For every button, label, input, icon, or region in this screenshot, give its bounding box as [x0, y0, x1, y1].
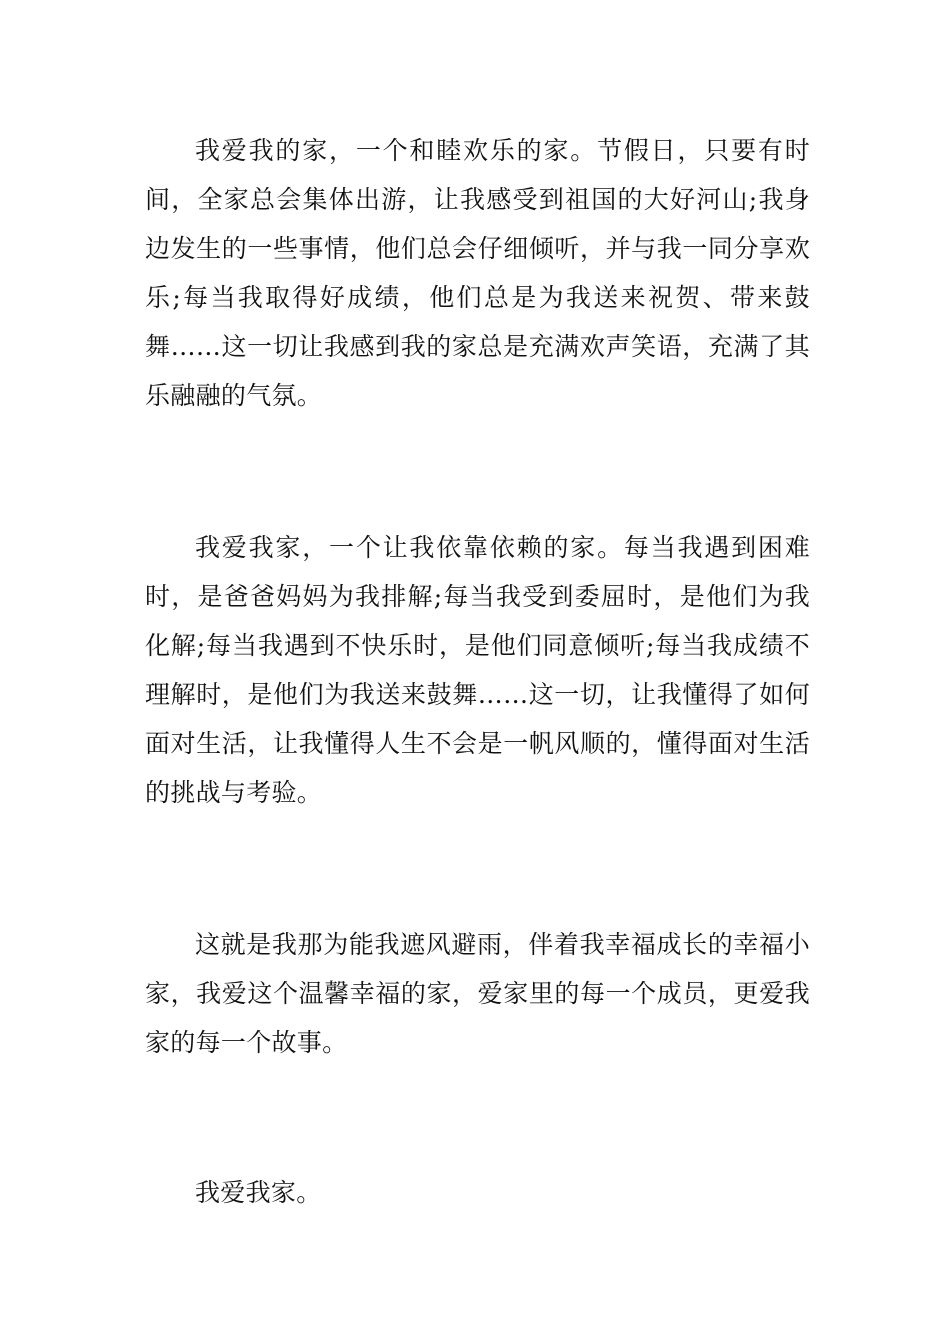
- paragraph-family-joy: 我爱我的家，一个和睦欢乐的家。节假日，只要有时间，全家总会集体出游，让我感受到祖国的大好河山;我身边发生的一些事情，他们总会仔细倾听，并与我一同分享欢乐;每当我取得好成绩，他们总是为我送来祝贺、带来鼓舞……这一切让我感到我的家总是充满欢声笑语，充满了其乐融融的气氛。: [145, 136, 810, 410]
- paragraph-family-home: 这就是我那为能我遮风避雨，伴着我幸福成长的幸福小家，我爱这个温馨幸福的家，爱家里的每一个成员，更爱我家的每一个故事。: [145, 930, 810, 1057]
- paragraph-family-support: 我爱我家，一个让我依靠依赖的家。每当我遇到困难时，是爸爸妈妈为我排解;每当我受到委屈时，是他们为我化解;每当我遇到不快乐时，是他们同意倾听;每当我成绩不理解时，是他们为我送来鼓舞……这一切，让我懂得了如何面对生活，让我懂得人生不会是一帆风顺的，懂得面对生活的挑战与考验。: [145, 533, 810, 807]
- paragraph-closing: 我爱我家。: [195, 1178, 322, 1207]
